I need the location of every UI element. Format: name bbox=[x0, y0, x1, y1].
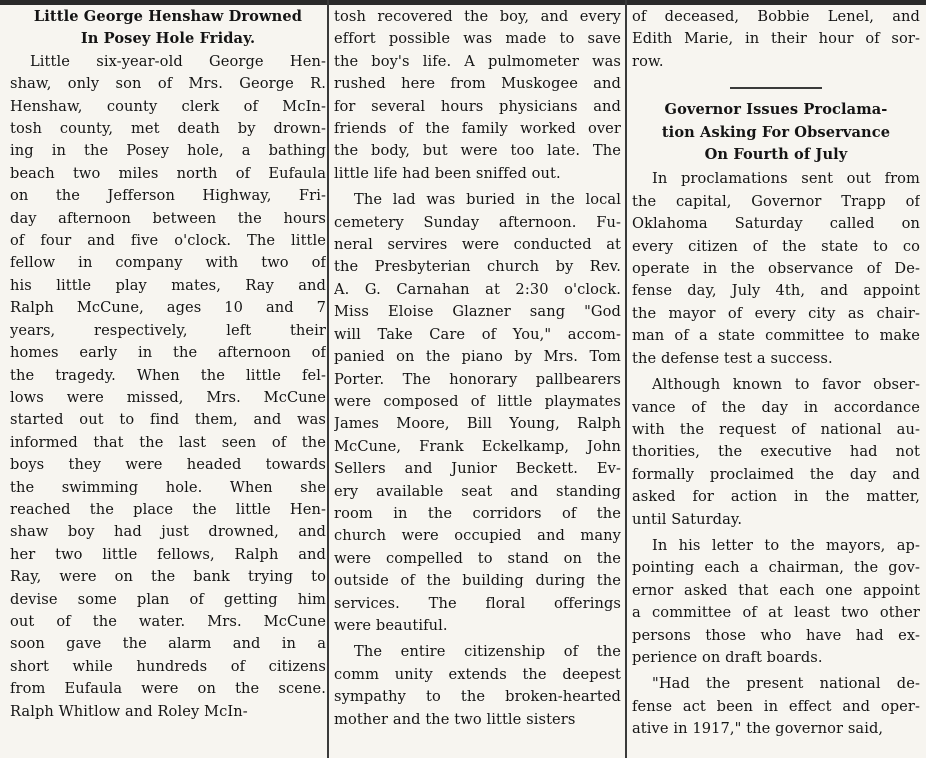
column-rule-1 bbox=[327, 0, 329, 758]
text-line: the boy's life. A pulmometer was bbox=[334, 52, 621, 70]
text-line: services. The floral offerings bbox=[334, 594, 621, 612]
text-line: the body, but were too late. The bbox=[334, 142, 621, 160]
text-line: fense day, July 4th, and appoint bbox=[632, 282, 920, 300]
text-line: day afternoon between the hours bbox=[10, 209, 326, 227]
text-line: the Presbyterian church by Rev. bbox=[334, 258, 621, 276]
text-line: the swimming hole. When she bbox=[10, 478, 326, 496]
text-line: room in the corridors of the bbox=[334, 504, 621, 522]
text-line: church were occupied and many bbox=[334, 527, 621, 545]
text-line: In his letter to the mayors, ap- bbox=[652, 536, 920, 554]
text-line: for several hours physicians and bbox=[334, 97, 621, 115]
text-line: shaw, only son of Mrs. George R. bbox=[10, 75, 326, 93]
text-line: the tragedy. When the little fel- bbox=[10, 366, 326, 384]
governor-article-paragraph-3 bbox=[632, 535, 920, 669]
text-line: vance of the day in accordance bbox=[632, 398, 920, 416]
text-line: tosh recovered the boy, and every bbox=[334, 8, 621, 25]
text-line: row. bbox=[632, 52, 664, 70]
text-line: until Saturday. bbox=[632, 510, 743, 528]
text-line: out of the water. Mrs. McCune bbox=[10, 612, 326, 630]
text-line: from Eufaula were on the scene. bbox=[10, 680, 326, 698]
headline-line: tion Asking For Observance bbox=[661, 123, 891, 141]
top-border-rule bbox=[0, 0, 926, 5]
text-line: with the request of national au- bbox=[632, 420, 920, 438]
text-line: The entire citizenship of the bbox=[354, 643, 621, 661]
text-line: were compelled to stand on the bbox=[334, 549, 621, 567]
text-line: outside of the building during the bbox=[334, 572, 621, 590]
column-2 bbox=[334, 6, 621, 758]
henshaw-article-paragraph-1 bbox=[10, 51, 326, 723]
text-line: short while hundreds of citizens bbox=[10, 657, 326, 675]
text-line: Edith Marie, in their hour of sor- bbox=[632, 30, 920, 48]
text-line: man of a state committee to make bbox=[632, 327, 920, 345]
text-line: James Moore, Bill Young, Ralph bbox=[334, 415, 621, 433]
text-line: the capital, Governor Trapp of bbox=[632, 192, 920, 210]
text-line: were composed of little playmates bbox=[334, 392, 621, 410]
text-line: McCune, Frank Eckelkamp, John bbox=[334, 437, 621, 455]
text-line: lows were missed, Mrs. McCune bbox=[10, 388, 326, 406]
text-line: on the Jefferson Highway, Fri- bbox=[10, 187, 326, 205]
text-line: "Had the present national de- bbox=[652, 675, 920, 693]
governor-article-paragraph-2 bbox=[632, 374, 920, 531]
text-line: Although known to favor obser- bbox=[652, 376, 920, 394]
henshaw-sympathy-continued bbox=[632, 6, 920, 73]
text-line: will Take Care of You," accom- bbox=[334, 325, 621, 343]
text-line: cemetery Sunday afternoon. Fu- bbox=[334, 213, 621, 231]
text-line: mother and the two little sisters bbox=[334, 710, 576, 728]
text-line: informed that the last seen of the bbox=[10, 433, 326, 451]
text-line: effort possible was made to save bbox=[334, 30, 621, 48]
text-line: fellow in company with two of bbox=[10, 254, 326, 272]
text-line: sympathy to the broken-hearted bbox=[334, 688, 621, 706]
text-line: Little six-year-old George Hen- bbox=[30, 52, 326, 70]
text-line: a committee of at least two other bbox=[632, 604, 920, 622]
text-line: formally proclaimed the day and bbox=[632, 465, 920, 483]
text-line: boys they were headed towards bbox=[10, 456, 326, 474]
text-line: his little play mates, Ray and bbox=[10, 276, 326, 294]
text-line: In proclamations sent out from bbox=[652, 170, 920, 188]
text-line: Miss Eloise Glazner sang "God bbox=[334, 303, 621, 321]
text-line: ery available seat and standing bbox=[334, 482, 621, 500]
text-line: shaw boy had just drowned, and bbox=[10, 523, 326, 541]
text-line: the mayor of every city as chair- bbox=[632, 304, 920, 322]
text-line: tosh county, met death by drown- bbox=[10, 120, 326, 138]
text-line: Ralph Whitlow and Roley McIn- bbox=[10, 702, 248, 720]
text-line: thorities, the executive had not bbox=[632, 443, 920, 461]
text-line: comm unity extends the deepest bbox=[334, 665, 621, 683]
article-divider-rule bbox=[730, 87, 822, 89]
text-line: every citizen of the state to co bbox=[632, 237, 920, 255]
text-line: years, respectively, left their bbox=[10, 321, 326, 339]
text-line: fense act been in effect and oper- bbox=[632, 697, 920, 715]
headline-line: In Posey Hole Friday. bbox=[80, 30, 256, 48]
text-line: devise some plan of getting him bbox=[10, 590, 326, 608]
text-line: were beautiful. bbox=[334, 616, 448, 634]
text-line: neral servires were conducted at bbox=[334, 236, 621, 254]
headline-line: Governor Issues Proclama- bbox=[664, 101, 888, 119]
text-line: the defense test a success. bbox=[632, 349, 833, 367]
column-3 bbox=[632, 6, 920, 758]
text-line: operate in the observance of De- bbox=[632, 260, 920, 278]
henshaw-sympathy-paragraph bbox=[334, 641, 621, 731]
column-1 bbox=[10, 6, 326, 758]
text-line: asked for action in the matter, bbox=[632, 488, 920, 506]
text-line: of deceased, Bobbie Lenel, and bbox=[632, 8, 920, 25]
text-line: ative in 1917," the governor said, bbox=[632, 720, 884, 738]
headline-line: On Fourth of July bbox=[704, 146, 848, 164]
text-line: of four and five o'clock. The little bbox=[10, 232, 326, 250]
text-line: Ralph McCune, ages 10 and 7 bbox=[10, 299, 326, 317]
text-line: panied on the piano by Mrs. Tom bbox=[334, 348, 621, 366]
text-line: pointing each a chairman, the gov- bbox=[632, 559, 920, 577]
text-line: ernor asked that each one appoint bbox=[632, 581, 920, 599]
governor-article-paragraph-4 bbox=[632, 673, 920, 740]
text-line: beach two miles north of Eufaula bbox=[10, 164, 326, 182]
text-line: started out to find them, and was bbox=[10, 411, 326, 429]
text-line: Oklahoma Saturday called on bbox=[632, 215, 920, 233]
text-line: soon gave the alarm and in a bbox=[10, 635, 326, 653]
henshaw-headline bbox=[10, 6, 326, 51]
text-line: persons those who have had ex- bbox=[632, 626, 920, 644]
headline-line: Little George Henshaw Drowned bbox=[33, 8, 303, 25]
text-line: Henshaw, county clerk of McIn- bbox=[10, 97, 326, 115]
column-rule-2 bbox=[625, 0, 627, 758]
governor-article-paragraph-1 bbox=[632, 168, 920, 370]
text-line: Ray, were on the bank trying to bbox=[10, 568, 326, 586]
text-line: homes early in the afternoon of bbox=[10, 344, 326, 362]
text-line: reached the place the little Hen- bbox=[10, 500, 326, 518]
text-line: rushed here from Muskogee and bbox=[334, 75, 621, 93]
text-line: perience on draft boards. bbox=[632, 648, 823, 666]
text-line: A. G. Carnahan at 2:30 o'clock. bbox=[334, 280, 621, 298]
text-line: little life had been sniffed out. bbox=[334, 164, 561, 182]
governor-headline bbox=[632, 99, 920, 166]
text-line: Sellers and Junior Beckett. Ev- bbox=[334, 460, 621, 478]
henshaw-article-continued-paragraph bbox=[334, 6, 621, 185]
text-line: The lad was buried in the local bbox=[354, 191, 621, 209]
henshaw-funeral-paragraph bbox=[334, 189, 621, 637]
text-line: her two little fellows, Ralph and bbox=[10, 545, 326, 563]
text-line: friends of the family worked over bbox=[334, 120, 621, 138]
text-line: Porter. The honorary pallbearers bbox=[334, 370, 621, 388]
text-line: ing in the Posey hole, a bathing bbox=[10, 142, 326, 160]
